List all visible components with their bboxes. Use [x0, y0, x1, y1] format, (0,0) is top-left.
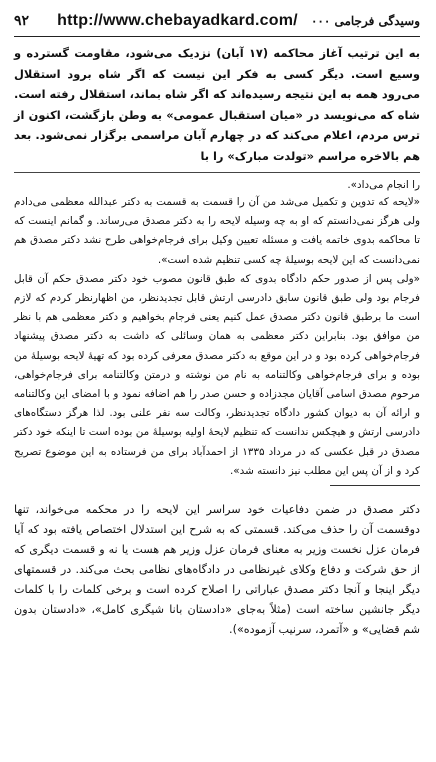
website-url[interactable]: http://www.chebayadkard.com/ — [57, 12, 298, 29]
page-header — [14, 8, 420, 34]
footnote-separator — [330, 485, 420, 486]
page-number: ۹۲ — [14, 13, 30, 29]
paragraph-closing: دکتر مصدق در ضمن دفاعیات خود سراسر این لایحه را در محکمه می‌خواند، تنها دوقسمت آن را حذف می‌کند. قسمتی که به شرح این استدلال اختصاص یافته بود که آیا فرمان عزل نخست وزیر به معنای فرمان عزل وزیر هم هست یا نه و قسمت دیگری که از حق شرکت و دفاع وکلای غیرنظامی در دادگاه‌های نظامی بحث می‌کند. در قسمتهای دیگر اینجا و آنجا دکتر مصدق عباراتی را اصلاح کرده است و برخی کلمات را با کلمات دیگر جانشین ساخته است (مثلاً به‌جای «دادستان بانا شیگری کامل»، «دادستان بدون شم قضایی» و «آتمرد، سرنیب آزموده»). — [14, 503, 420, 637]
paragraph-quote-2: «ولی پس از صدور حکم دادگاه بدوی که طبق قانون مصوب خود دکتر مصدق حکم آن قابل فرجام بود ولی طبق قانون سابق دادرسی ارتش قابل تجدیدنظر، من اظهارنظر کردم که لازم است ما برطبق قانون دکتر مصدق عمل کنیم یعنی فرجام بخواهیم و دکتر معظمی هم با نظر من موافق بود. بنابراین دکتر معظمی به همان وسائلی که داشت به دکتر مصدق پیشنهاد فرجام‌خواهی کرده بود و در این موقع به دکتر مصدق معرفی کرده بود که تهیهٔ لایحه بوسیلهٔ من بوده و برای فرجام‌خواهی وکالتنامه به نام من نوشته و درمتن وکالتنامه برای فرجام‌خواهی، مرحوم مصدق اسامی آقایان مجدزاده و حسن صدر را هم اضافه نمود و با امضای این وکالتنامه و ارائه آن به دیوان کشور دادگاه تجدیدنظر، وکالت سه نفر علنی بود. لذا هرگز دستگاه‌های دادرسی ارتش و هیچکس ندانست که تنظیم لایحهٔ اولیه بوسیلهٔ من بوده است تا اینکه خود دکتر مصدق در قبل عکسی که در مرداد ۱۳۳۵ از احمدآباد برای من فرستاده به این موضوع تصریح کرد و از آن پس این مطلب نیز دانسته شد». — [14, 272, 420, 477]
book-title: وسیدگی فرجامی ۰۰۰ — [310, 14, 420, 28]
header-rule — [14, 36, 420, 37]
paragraph-quote-1: «لایحه که تدوین و تکمیل می‌شد من آن را قسمت به قسمت به دکتر عبدالله معظمی می‌دادم ولی هرگز نمی‌دانستم که او به چه وسیله لایحه را به دکتر مصدق می‌رساند. و گمانم اینست که تا محاکمه بدوی خاتمه یافت و مسئله تعیین وکیل برای فرجام‌خواهی طرح نشد دکتر مصدق هم نمی‌دانست که این لایحه بوسیلهٔ چه کسی تنظیم شده است». — [14, 196, 420, 266]
paragraph-intro: به این ترتیب آغاز محاکمه (۱۷ آبان) نزدیک می‌شود، مقاومت گسترده و وسیع است. دیگر کسی به فکر این نیست که اگر شاه برود استقلال می‌رود همه به این نتیجه رسیده‌اند که اگر شاه بماند، استقلال رفته است. شاه که می‌نویسد در «میان استقبال عمومی» به وطن بازگشت، اکنون از ترس مردم، اعلام می‌کند که در چهارم آبان مراسمی برگزار نمی‌شود. بعد هم بالاخره مراسم «تولدت مبارک» را با — [14, 46, 420, 163]
section-rule — [14, 172, 420, 173]
quote-continuation: را انجام می‌داد». — [347, 179, 420, 191]
